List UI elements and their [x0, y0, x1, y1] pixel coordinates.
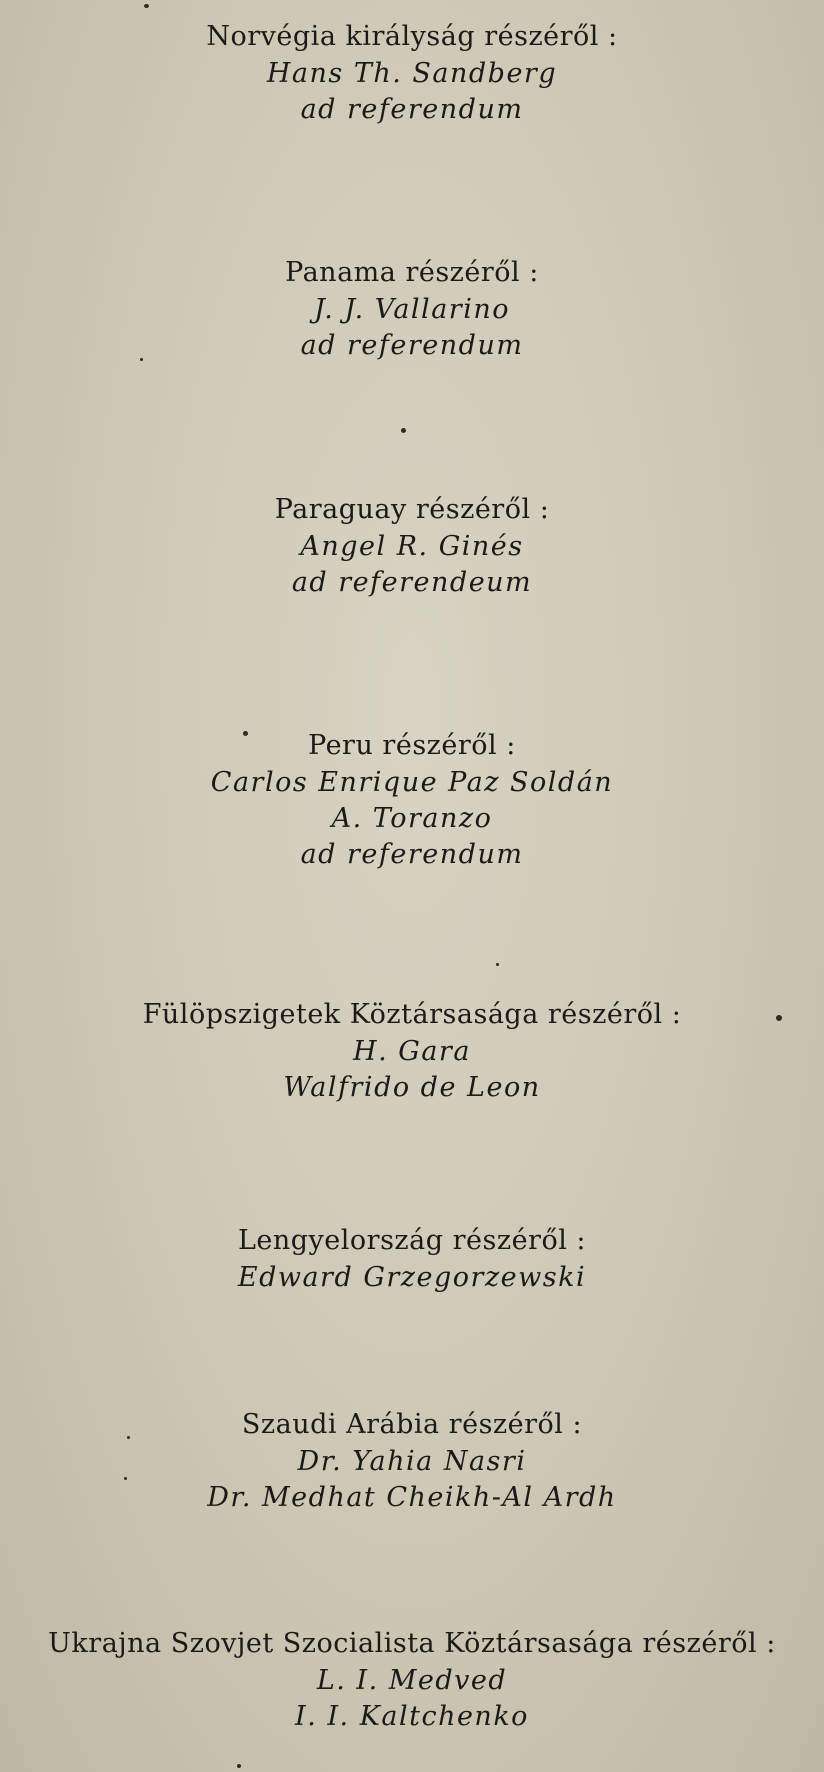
signatory-note: ad referendum	[300, 839, 524, 870]
section-saudi-arabia	[0, 1406, 824, 1516]
paper-speck	[496, 963, 499, 966]
section-heading: Paraguay részéről :	[274, 494, 550, 525]
section-ukraine	[0, 1625, 824, 1735]
section-poland	[0, 1222, 824, 1296]
section-norway	[0, 18, 824, 128]
section-peru	[0, 727, 824, 873]
section-heading: Peru részéről :	[308, 730, 516, 761]
signatory-name: Carlos Enrique Paz Soldán	[210, 767, 614, 798]
signatory-name: Angel R. Ginés	[300, 531, 524, 562]
section-heading: Ukrajna Szovjet Szocialista Köztársasága részéről :	[48, 1628, 776, 1659]
signatory-name: Walfrido de Leon	[283, 1072, 541, 1103]
signatory-name: A. Toranzo	[331, 803, 493, 834]
paper-speck	[140, 358, 143, 361]
signatory-name: Hans Th. Sandberg	[266, 58, 558, 89]
signatory-name: Edward Grzegorzewski	[237, 1262, 587, 1293]
paper-speck	[776, 1015, 782, 1021]
paper-speck	[144, 4, 149, 8]
section-paraguay	[0, 491, 824, 601]
signatory-name: H. Gara	[353, 1036, 471, 1067]
paper-speck	[243, 731, 248, 736]
section-heading: Szaudi Arábia részéről :	[241, 1409, 583, 1440]
signatory-name: J. J. Vallarino	[314, 294, 510, 325]
section-heading: Norvégia királyság részéről :	[206, 21, 618, 52]
paper-speck	[237, 1764, 241, 1768]
section-heading: Lengyelország részéről :	[237, 1225, 587, 1256]
section-panama	[0, 254, 824, 364]
paper-speck	[127, 1436, 130, 1439]
signatory-note: ad referendeum	[291, 567, 533, 598]
signatory-note: ad referendum	[300, 330, 524, 361]
signatory-note: ad referendum	[300, 94, 524, 125]
section-heading: Panama részéről :	[285, 257, 539, 288]
paper-speck	[124, 1477, 127, 1480]
section-philippines	[0, 996, 824, 1106]
signatory-name: Dr. Yahia Nasri	[297, 1446, 527, 1477]
paper-speck	[401, 428, 406, 433]
signatory-name: I. I. Kaltchenko	[295, 1701, 529, 1732]
signatory-name: L. I. Medved	[316, 1665, 508, 1696]
section-heading: Fülöpszigetek Köztársasága részéről :	[142, 999, 682, 1030]
signatory-name: Dr. Medhat Cheikh-Al Ardh	[207, 1482, 617, 1513]
